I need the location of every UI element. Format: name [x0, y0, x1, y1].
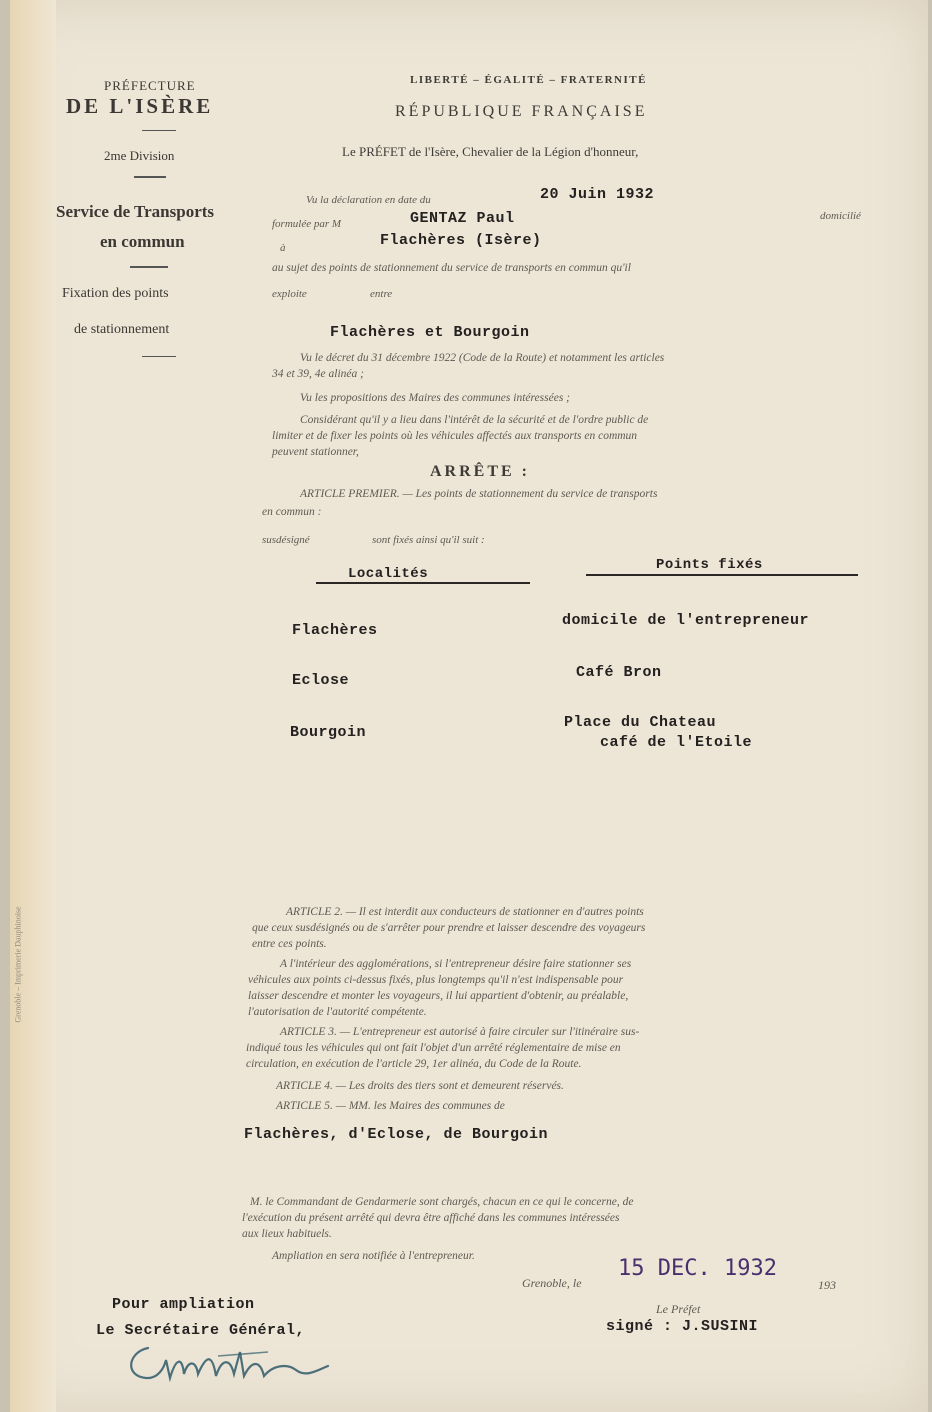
article-2b-line-2: véhicules aux points ci-dessus fixés, plus longtemps qu'il n'est indispensable pour [248, 974, 624, 986]
vu-declaration: Vu la déclaration en date du [306, 194, 431, 206]
printer-note: Grenoble – Imprimerie Dauphinoise [13, 906, 23, 1023]
vu-decret: Vu le décret du 31 décembre 1922 (Code de la Route) et notamment les articles [300, 352, 665, 364]
arrete-heading: ARRÊTE : [430, 463, 531, 480]
table-row-locality: Bourgoin [290, 724, 367, 741]
a-label: à [280, 242, 286, 254]
entre: entre [370, 288, 393, 300]
subject-label-2: de stationnement [74, 322, 170, 337]
article-2b-line-3: laisser descendre et monter les voyageurs, il lui appartient d'obtenir, au préalable, [248, 990, 629, 1002]
communes-list: Flachères, d'Eclose, de Bourgoin [244, 1126, 549, 1143]
table-row-locality: Eclose [292, 672, 350, 689]
divider [142, 356, 176, 357]
commandant-line-2: l'exécution du présent arrêté qui devra être affiché dans les communes intéressées [242, 1212, 620, 1224]
signature-printed: signé : J.SUSINI [606, 1318, 759, 1335]
date-stamp: 15 DEC. 1932 [618, 1256, 777, 1281]
service-label: Service de Transports [56, 202, 215, 221]
considerant-2: limiter et de fixer les points où les véhicules affectés aux transports en commun [272, 430, 638, 442]
article-4: ARTICLE 4. — Les droits des tiers sont et demeurent réservés. [276, 1080, 564, 1092]
divider [134, 176, 166, 178]
year-suffix: 193 [818, 1278, 836, 1292]
prefet-line: Le PRÉFET de l'Isère, Chevalier de la Légion d'honneur, [342, 144, 639, 159]
subject-label: Fixation des points [62, 286, 169, 301]
table-row-point-2: café de l'Etoile [600, 734, 753, 751]
table-header-points: Points fixés [656, 557, 763, 573]
le-prefet-label: Le Préfet [656, 1302, 701, 1316]
considerant: Considérant qu'il y a lieu dans l'intérêt de la sécurité et de l'ordre public de [300, 414, 649, 426]
commandant-line-3: aux lieux habituels. [242, 1228, 332, 1240]
article-1: ARTICLE PREMIER. — Les points de stationnement du service de transports [300, 488, 658, 500]
pour-ampliation: Pour ampliation [112, 1296, 255, 1313]
secretaire-general: Le Secrétaire Général, [96, 1322, 306, 1339]
table-row-point: Café Bron [576, 664, 662, 681]
table-row-point: Place du Chateau [564, 714, 717, 731]
header-underline [316, 582, 530, 584]
applicant-name: GENTAZ Paul [410, 210, 515, 227]
commandant-line-1: M. le Commandant de Gendarmerie sont chargés, chacun en ce qui le concerne, de [250, 1196, 634, 1208]
vu-propositions: Vu les propositions des Maires des communes intéressées ; [300, 392, 570, 404]
service-label-2: en commun [100, 232, 185, 251]
handwritten-signature [118, 1338, 338, 1388]
susdesigne: susdésigné [262, 534, 310, 546]
article-2-line-2: que ceux susdésignés ou de s'arrêter pour prendre et laisser descendre des voyageurs [252, 922, 646, 934]
article-1-b: en commun : [262, 506, 322, 518]
domicilie: domicilié [820, 210, 861, 222]
table-row-point: domicile de l'entrepreneur [562, 612, 810, 629]
article-2b-line-4: l'autorisation de l'autorité compétente. [248, 1006, 427, 1018]
exploite: exploite [272, 288, 307, 300]
header-underline [586, 574, 858, 576]
formulee-par: formulée par M [272, 218, 342, 230]
department-label: DE L'ISÈRE [66, 94, 214, 118]
divider [130, 266, 168, 268]
date-declared: 20 Juin 1932 [540, 186, 655, 203]
division-label: 2me Division [104, 148, 175, 163]
applicant-town: Flachères (Isère) [380, 232, 542, 249]
article-3-line-1: ARTICLE 3. — L'entrepreneur est autorisé à faire circuler sur l'itinéraire sus- [280, 1026, 640, 1038]
ampliation-note: Ampliation en sera notifiée à l'entrepreneur. [272, 1250, 475, 1262]
article-2-line-3: entre ces points. [252, 938, 327, 950]
article-3-line-3: circulation, en exécution de l'article 29, 1er alinéa, du Code de la Route. [246, 1058, 582, 1070]
article-3-line-2: indiqué tous les véhicules qui ont fait l'objet d'un arrêté réglementaire de mise en [246, 1042, 621, 1054]
route: Flachères et Bourgoin [330, 324, 530, 341]
considerant-3: peuvent stationner, [272, 446, 359, 458]
article-5: ARTICLE 5. — MM. les Maires des communes de [276, 1100, 505, 1112]
article-2b-line-1: A l'intérieur des agglomérations, si l'entrepreneur désire faire stationner ses [280, 958, 632, 970]
au-sujet: au sujet des points de stationnement du service de transports en commun qu'il [272, 262, 631, 274]
place-line: Grenoble, le [522, 1276, 582, 1290]
divider [142, 130, 176, 131]
table-header-localites: Localités [348, 566, 429, 582]
sont-fixes: sont fixés ainsi qu'il suit : [372, 534, 485, 546]
vu-decret-2: 34 et 39, 4e alinéa ; [272, 368, 364, 380]
republic-title: RÉPUBLIQUE FRANÇAISE [395, 103, 648, 120]
article-2-line-1: ARTICLE 2. — Il est interdit aux conducteurs de stationner en d'autres points [286, 906, 644, 918]
prefecture-label: PRÉFECTURE [104, 78, 196, 93]
table-row-locality: Flachères [292, 622, 378, 639]
paper-edge [10, 0, 56, 1412]
motto: LIBERTÉ – ÉGALITÉ – FRATERNITÉ [410, 74, 647, 86]
